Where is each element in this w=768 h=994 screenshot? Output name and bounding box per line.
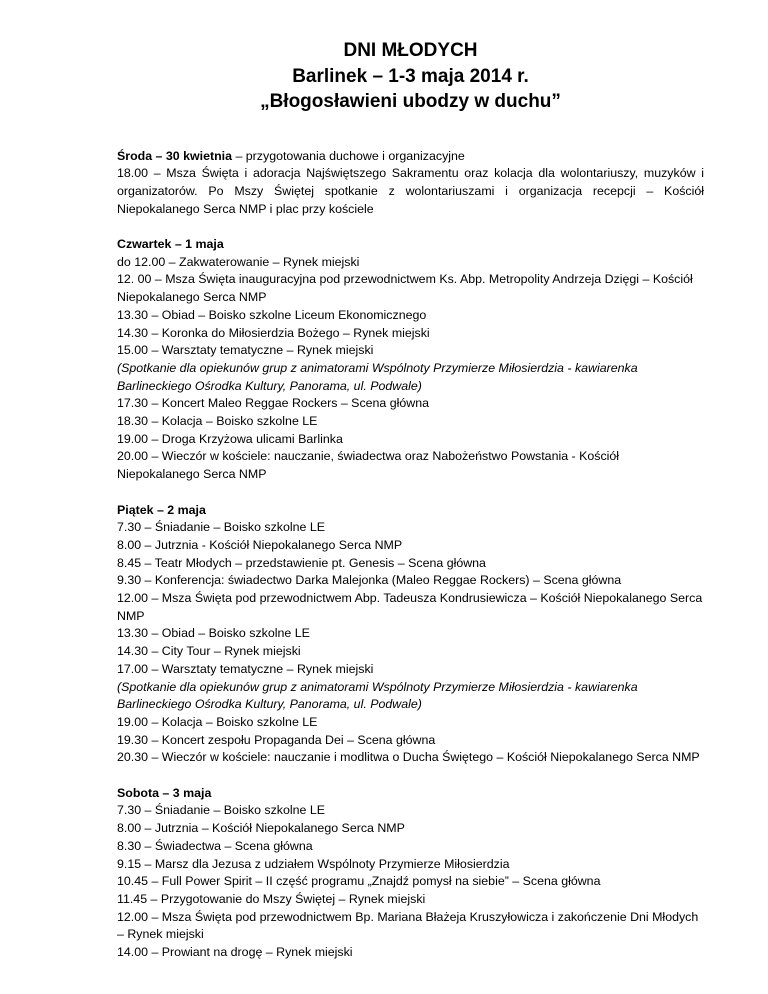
- schedule: [117, 148, 704, 962]
- schedule-item: 13.30 – Obiad – Boisko szkolne Liceum Ekonomicznego: [117, 307, 427, 322]
- schedule-item: 14.30 – City Tour – Rynek miejski: [117, 644, 301, 659]
- schedule-item: 9.15 – Marsz dla Jezusa z udziałem Wspólnoty Przymierze Miłosierdzia: [117, 856, 510, 871]
- schedule-item: 9.30 – Konferencja: świadectwo Darka Malejonka (Maleo Reggae Rockers) – Scena główna: [117, 573, 622, 588]
- schedule-item: 8.00 – Jutrznia – Kościół Niepokalanego Serca NMP: [117, 821, 405, 836]
- document-title: [117, 38, 704, 115]
- schedule-item: 19.30 – Koncert zespołu Propaganda Dei – Scena główna: [117, 732, 436, 747]
- day-heading: [117, 785, 704, 803]
- schedule-item: 12.00 – Msza Święta pod przewodnictwem Bp. Mariana Błażeja Kruszyłowicza i zakończenie Dni Młodych – Rynek miejski: [117, 909, 699, 942]
- day-note: – przygotowania duchowe i organizacyjne: [232, 148, 465, 163]
- schedule-item: 8.30 – Świadectwa – Scena główna: [117, 838, 313, 853]
- schedule-item: 13.30 – Obiad – Boisko szkolne LE: [117, 626, 310, 641]
- title-line-place-date: Barlinek – 1-3 maja 2014 r.: [292, 65, 529, 87]
- day-heading: [117, 502, 704, 520]
- schedule-item: 14.30 – Koronka do Miłosierdzia Bożego – Rynek miejski: [117, 325, 430, 340]
- schedule-item: 18.00 – Msza Święta i adoracja Najświętszego Sakramentu oraz kolacja dla wolontariuszy, muzyków i organizatorów. Po Mszy Świętej spotkanie z wolontariuszami i organizacja recepcji – Kościół Niepokalanego Serca NMP i plac przy kościele: [117, 166, 704, 216]
- schedule-item: 8.45 – Teatr Młodych – przedstawienie pt. Genesis – Scena główna: [117, 555, 486, 570]
- schedule-note: (Spotkanie dla opiekunów grup z animatorami Wspólnoty Przymierze Miłosierdzia - kawiarenka Barlineckiego Ośrodka Kultury, Panorama, ul. Podwale): [117, 679, 638, 712]
- schedule-item: 19.00 – Droga Krzyżowa ulicami Barlinka: [117, 431, 343, 446]
- day-name: Piątek – 2 maja: [117, 502, 206, 517]
- schedule-item: 17.00 – Warsztaty tematyczne – Rynek miejski: [117, 661, 374, 676]
- day-section: [117, 785, 704, 962]
- title-line-event: DNI MŁODYCH: [343, 40, 478, 61]
- schedule-item: 20.30 – Wieczór w kościele: nauczanie i modlitwa o Ducha Świętego – Kościół Niepokalanego Serca NMP: [117, 750, 700, 765]
- schedule-item: 12.00 – Msza Święta pod przewodnictwem Abp. Tadeusza Kondrusiewicza – Kościół Niepokalanego Serca NMP: [117, 591, 703, 623]
- schedule-item: 15.00 – Warsztaty tematyczne – Rynek miejski: [117, 343, 374, 358]
- document-page: [117, 38, 704, 979]
- schedule-item: 14.00 – Prowiant na drogę – Rynek miejski: [117, 945, 353, 960]
- day-heading: [117, 236, 704, 254]
- day-heading: [117, 148, 704, 166]
- day-name: Sobota – 3 maja: [117, 785, 212, 800]
- schedule-item: 19.00 – Kolacja – Boisko szkolne LE: [117, 714, 318, 729]
- schedule-item: 10.45 – Full Power Spirit – II część programu „Znajdź pomysł na siebie” – Scena główna: [117, 874, 601, 889]
- schedule-item: 11.45 – Przygotowanie do Mszy Świętej – Rynek miejski: [117, 891, 426, 906]
- schedule-item: 20.00 – Wieczór w kościele: nauczanie, świadectwa oraz Nabożeństwo Powstania - Kościół Niepokalanego Serca NMP: [117, 449, 620, 482]
- schedule-item: 7.30 – Śniadanie – Boisko szkolne LE: [117, 803, 326, 818]
- schedule-item: 12. 00 – Msza Święta inauguracyjna pod przewodnictwem Ks. Abp. Metropolity Andrzeja Dzięgi – Kościół Niepokalanego Serca NMP: [117, 272, 693, 305]
- day-name: Środa – 30 kwietnia: [117, 148, 233, 163]
- title-line-motto: „Błogosławieni ubodzy w duchu”: [260, 91, 561, 112]
- schedule-item: 8.00 – Jutrznia - Kościół Niepokalanego Serca NMP: [117, 537, 403, 552]
- schedule-note: (Spotkanie dla opiekunów grup z animatorami Wspólnoty Przymierze Miłosierdzia - kawiarenka Barlineckiego Ośrodka Kultury, Panorama, ul. Podwale): [117, 360, 638, 393]
- schedule-item: 17.30 – Koncert Maleo Reggae Rockers – Scena główna: [117, 396, 430, 411]
- day-name: Czwartek – 1 maja: [117, 237, 224, 251]
- schedule-item: 7.30 – Śniadanie – Boisko szkolne LE: [117, 520, 326, 535]
- day-section: [117, 236, 704, 484]
- day-section: [117, 148, 704, 219]
- schedule-item: 18.30 – Kolacja – Boisko szkolne LE: [117, 414, 318, 429]
- schedule-item: do 12.00 – Zakwaterowanie – Rynek miejski: [117, 254, 360, 269]
- day-section: [117, 502, 704, 768]
